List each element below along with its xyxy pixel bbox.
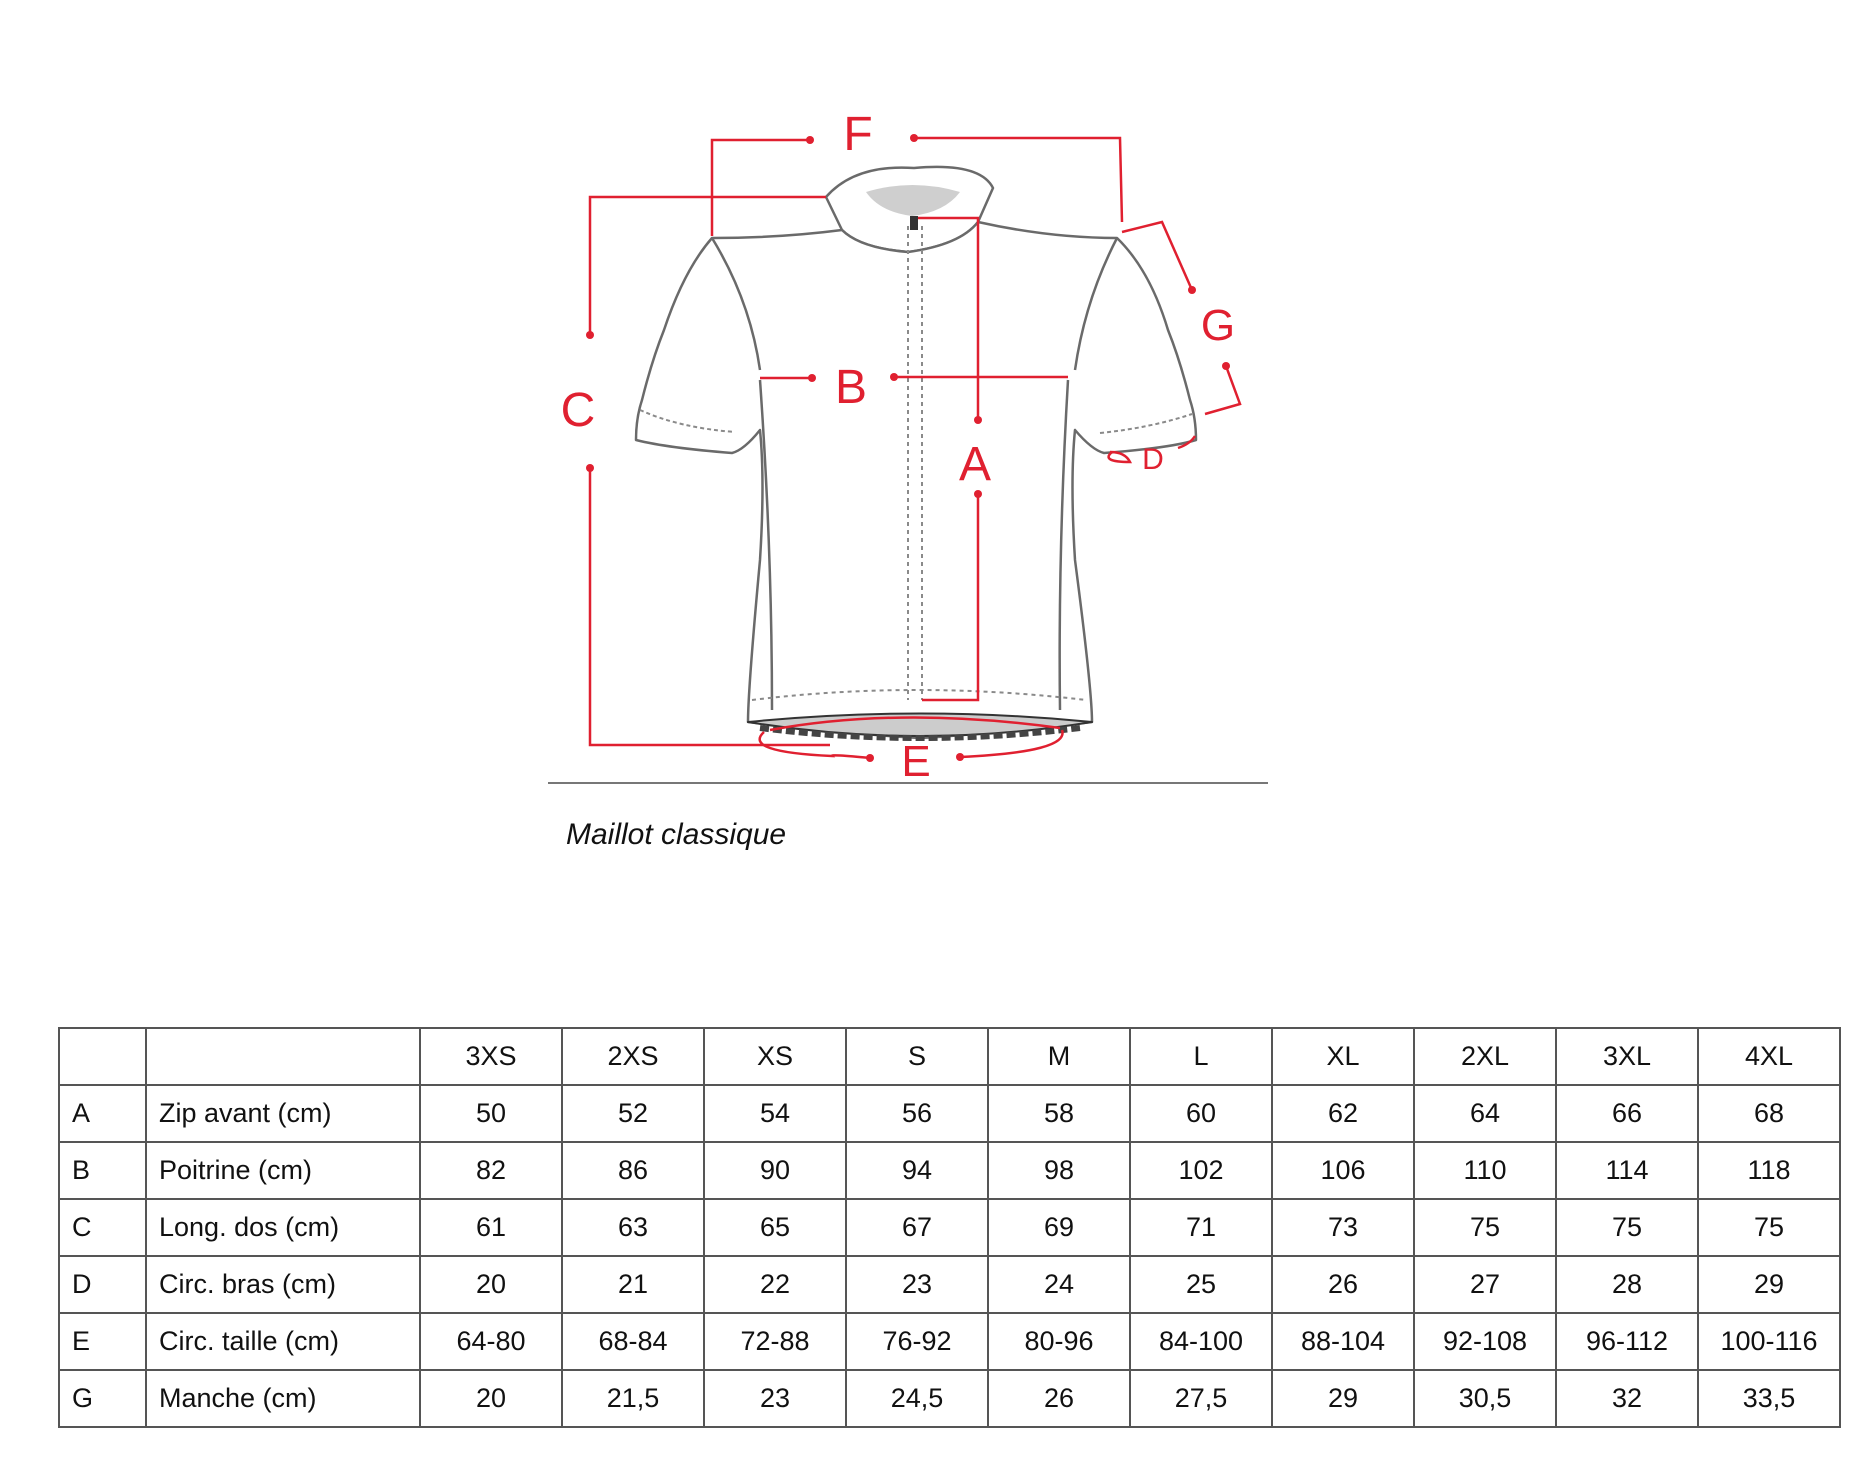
dot-a-bottom (974, 490, 982, 498)
value-cell: 76-92 (846, 1313, 988, 1370)
value-cell: 88-104 (1272, 1313, 1414, 1370)
value-cell: 68-84 (562, 1313, 704, 1370)
value-cell: 94 (846, 1142, 988, 1199)
value-cell: 106 (1272, 1142, 1414, 1199)
value-cell: 114 (1556, 1142, 1698, 1199)
row-label-cell: Zip avant (cm) (146, 1085, 420, 1142)
value-cell: 25 (1130, 1256, 1272, 1313)
value-cell: 69 (988, 1199, 1130, 1256)
size-chart-body (59, 1028, 1840, 1427)
value-cell: 71 (1130, 1199, 1272, 1256)
header-size-cell: 4XL (1698, 1028, 1840, 1085)
label-b: B (834, 361, 868, 414)
value-cell: 26 (1272, 1256, 1414, 1313)
value-cell: 33,5 (1698, 1370, 1840, 1427)
value-cell: 68 (1698, 1085, 1840, 1142)
value-cell: 72-88 (704, 1313, 846, 1370)
value-cell: 98 (988, 1142, 1130, 1199)
value-cell: 73 (1272, 1199, 1414, 1256)
row-label-cell: Poitrine (cm) (146, 1142, 420, 1199)
row-label-cell: Long. dos (cm) (146, 1199, 420, 1256)
table-header-row (59, 1028, 1840, 1085)
table-row (59, 1370, 1840, 1427)
header-size-cell: 2XS (562, 1028, 704, 1085)
label-e: E (901, 737, 931, 786)
value-cell: 84-100 (1130, 1313, 1272, 1370)
value-cell: 54 (704, 1085, 846, 1142)
value-cell: 110 (1414, 1142, 1556, 1199)
row-key-cell: A (59, 1085, 146, 1142)
table-row (59, 1313, 1840, 1370)
label-c: C (560, 384, 596, 437)
value-cell: 30,5 (1414, 1370, 1556, 1427)
dot-a-top (974, 416, 982, 424)
value-cell: 67 (846, 1199, 988, 1256)
value-cell: 52 (562, 1085, 704, 1142)
value-cell: 56 (846, 1085, 988, 1142)
measure-f-left (712, 140, 810, 236)
value-cell: 64-80 (420, 1313, 562, 1370)
value-cell: 63 (562, 1199, 704, 1256)
value-cell: 96-112 (1556, 1313, 1698, 1370)
value-cell: 75 (1698, 1199, 1840, 1256)
value-cell: 62 (1272, 1085, 1414, 1142)
value-cell: 82 (420, 1142, 562, 1199)
value-cell: 92-108 (1414, 1313, 1556, 1370)
value-cell: 20 (420, 1370, 562, 1427)
value-cell: 58 (988, 1085, 1130, 1142)
header-size-cell: 3XS (420, 1028, 562, 1085)
value-cell: 102 (1130, 1142, 1272, 1199)
value-cell: 23 (846, 1256, 988, 1313)
measure-g-bottom (1205, 366, 1240, 414)
value-cell: 26 (988, 1370, 1130, 1427)
header-size-cell: 3XL (1556, 1028, 1698, 1085)
value-cell: 32 (1556, 1370, 1698, 1427)
row-label-cell: Circ. bras (cm) (146, 1256, 420, 1313)
size-chart-table (58, 1027, 1841, 1428)
value-cell: 27 (1414, 1256, 1556, 1313)
header-label-cell (146, 1028, 420, 1085)
header-size-cell: XS (704, 1028, 846, 1085)
value-cell: 66 (1556, 1085, 1698, 1142)
table-row (59, 1085, 1840, 1142)
value-cell: 64 (1414, 1085, 1556, 1142)
value-cell: 86 (562, 1142, 704, 1199)
dot-c-bottom (586, 464, 594, 472)
value-cell: 65 (704, 1199, 846, 1256)
value-cell: 118 (1698, 1142, 1840, 1199)
value-cell: 21 (562, 1256, 704, 1313)
header-size-cell: S (846, 1028, 988, 1085)
dot-e-right (956, 753, 964, 761)
value-cell: 21,5 (562, 1370, 704, 1427)
table-row (59, 1142, 1840, 1199)
value-cell: 29 (1272, 1370, 1414, 1427)
dot-f-left (806, 136, 814, 144)
value-cell: 90 (704, 1142, 846, 1199)
value-cell: 24,5 (846, 1370, 988, 1427)
dot-b-right (890, 373, 898, 381)
dot-g-bottom (1222, 362, 1230, 370)
table-row (59, 1199, 1840, 1256)
table-row (59, 1256, 1840, 1313)
row-key-cell: C (59, 1199, 146, 1256)
jersey-body (636, 222, 1196, 738)
label-f: F (843, 108, 873, 161)
row-key-cell: D (59, 1256, 146, 1313)
value-cell: 27,5 (1130, 1370, 1272, 1427)
header-size-cell: XL (1272, 1028, 1414, 1085)
row-key-cell: G (59, 1370, 146, 1427)
value-cell: 24 (988, 1256, 1130, 1313)
value-cell: 100-116 (1698, 1313, 1840, 1370)
header-size-cell: M (988, 1028, 1130, 1085)
label-d: D (1142, 443, 1164, 476)
label-g: G (1200, 301, 1236, 350)
dot-b-left (808, 374, 816, 382)
value-cell: 60 (1130, 1085, 1272, 1142)
header-size-cell: 2XL (1414, 1028, 1556, 1085)
value-cell: 75 (1414, 1199, 1556, 1256)
value-cell: 80-96 (988, 1313, 1130, 1370)
dot-e-left (866, 754, 874, 762)
dot-f-right (910, 134, 918, 142)
value-cell: 50 (420, 1085, 562, 1142)
value-cell: 28 (1556, 1256, 1698, 1313)
row-key-cell: E (59, 1313, 146, 1370)
dot-g-top (1188, 286, 1196, 294)
row-key-cell: B (59, 1142, 146, 1199)
row-label-cell: Manche (cm) (146, 1370, 420, 1427)
figure-caption: Maillot classique (566, 818, 787, 851)
header-key-cell (59, 1028, 146, 1085)
zip-pull (910, 216, 918, 230)
value-cell: 61 (420, 1199, 562, 1256)
row-label-cell: Circ. taille (cm) (146, 1313, 420, 1370)
value-cell: 29 (1698, 1256, 1840, 1313)
value-cell: 75 (1556, 1199, 1698, 1256)
value-cell: 23 (704, 1370, 846, 1427)
value-cell: 22 (704, 1256, 846, 1313)
dot-c-top (586, 331, 594, 339)
label-a: A (958, 438, 992, 491)
header-size-cell: L (1130, 1028, 1272, 1085)
measure-d-arc (1109, 452, 1130, 462)
value-cell: 20 (420, 1256, 562, 1313)
